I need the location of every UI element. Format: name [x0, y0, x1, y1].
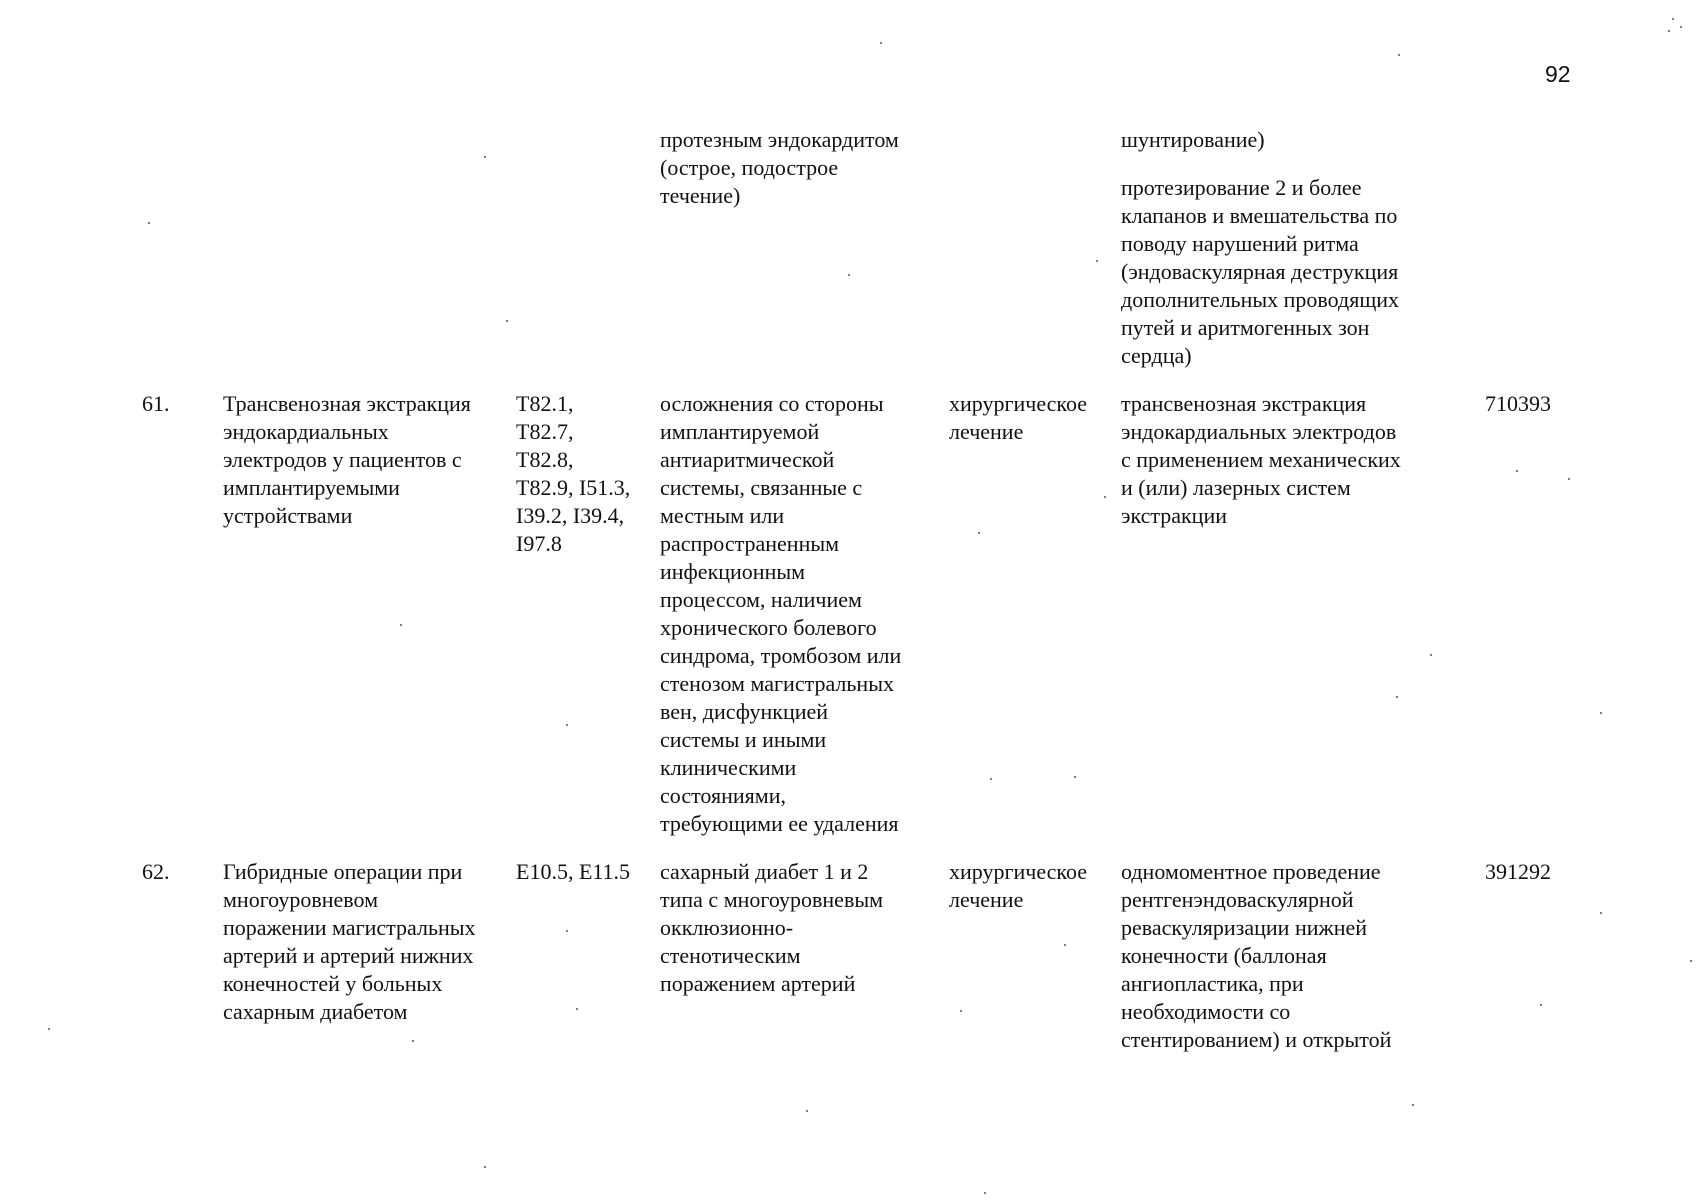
scan-speck [960, 1010, 962, 1012]
row-cost: 391292 [1485, 859, 1551, 884]
scan-speck [1668, 30, 1670, 32]
row-treatment-type: хирургическое лечение [949, 391, 1088, 444]
scan-speck [48, 1028, 50, 1030]
scan-speck [978, 532, 980, 534]
continued-patient-model: протезным эндокардитом (острое, подострое течение) [660, 127, 899, 208]
row-cost: 710393 [1485, 391, 1551, 416]
scan-speck [1600, 912, 1602, 914]
row-treatment-type: хирургическое лечение [949, 859, 1088, 912]
row-care-type-name: Трансвенозная экстракция эндокардиальных электродов у пациентов с имплантируемыми устройствами [223, 391, 471, 528]
scan-speck [566, 930, 568, 932]
scan-speck [576, 1008, 578, 1010]
scan-speck [1430, 654, 1432, 656]
row-patient-model: сахарный диабет 1 и 2 типа с многоуровневым окклюзионно- стенотическим поражением артерий [660, 859, 884, 996]
scan-speck [990, 778, 992, 780]
scan-speck [1096, 260, 1098, 262]
scan-speck [506, 320, 508, 322]
scan-speck [1516, 470, 1518, 472]
scan-speck [412, 1040, 414, 1042]
scan-speck [1540, 1004, 1542, 1006]
scan-speck [1412, 1104, 1414, 1106]
continued-method-end: шунтирование) [1121, 127, 1265, 152]
row-treatment-method: одномоментное проведение рентгенэндоваскулярной реваскуляризации нижней конечности (баллоная ангиопластика, при необходимости со стентированием) и открытой [1121, 859, 1392, 1052]
row-treatment-method: трансвенозная экстракция эндокардиальных электродов с применением механических и (или) лазерных систем экстракции [1121, 391, 1401, 528]
page-number: 92 [1545, 61, 1571, 87]
scan-speck [1568, 478, 1570, 480]
scan-speck [1104, 496, 1106, 498]
scan-speck [400, 624, 402, 626]
row-patient-model: осложнения со стороны имплантируемой антиаритмической системы, связанные с местным или распространенным инфекционным процессом, наличием хронического болевого синдрома, тромбозом или стенозом магистральных вен, дисфункцией системы и иными клиническими состояниями, требующими ее удаления [660, 391, 902, 836]
row-care-type-name: Гибридные операции при многоуровневом поражении магистральных артерий и артерий нижних конечностей у больных сахарным диабетом [223, 859, 476, 1024]
scan-speck [1680, 26, 1682, 28]
row-number: 61. [142, 391, 170, 416]
scan-speck [848, 274, 850, 276]
scan-speck [1600, 712, 1602, 714]
scan-speck [148, 222, 150, 224]
scan-speck [1074, 776, 1076, 778]
scan-speck [484, 156, 486, 158]
continued-method-item: протезирование 2 и более клапанов и вмешательства по поводу нарушений ритма (эндоваскулярная деструкция дополнительных проводящих путей и аритмогенных зон сердца) [1121, 175, 1400, 368]
scan-speck [984, 1192, 986, 1194]
scan-speck [806, 1110, 808, 1112]
scan-speck [880, 42, 882, 44]
scan-speck [1398, 54, 1400, 56]
scan-speck [1672, 18, 1674, 20]
scan-speck [484, 1166, 486, 1168]
row-number: 62. [142, 859, 170, 884]
scan-speck [566, 724, 568, 726]
scan-speck [1396, 696, 1398, 698]
scan-speck [1690, 960, 1692, 962]
row-icd-codes: E10.5, E11.5 [516, 859, 631, 884]
scan-speck [1064, 944, 1066, 946]
row-icd-codes: T82.1, T82.7, T82.8, T82.9, I51.3, I39.2, I39.4, I97.8 [516, 391, 631, 556]
